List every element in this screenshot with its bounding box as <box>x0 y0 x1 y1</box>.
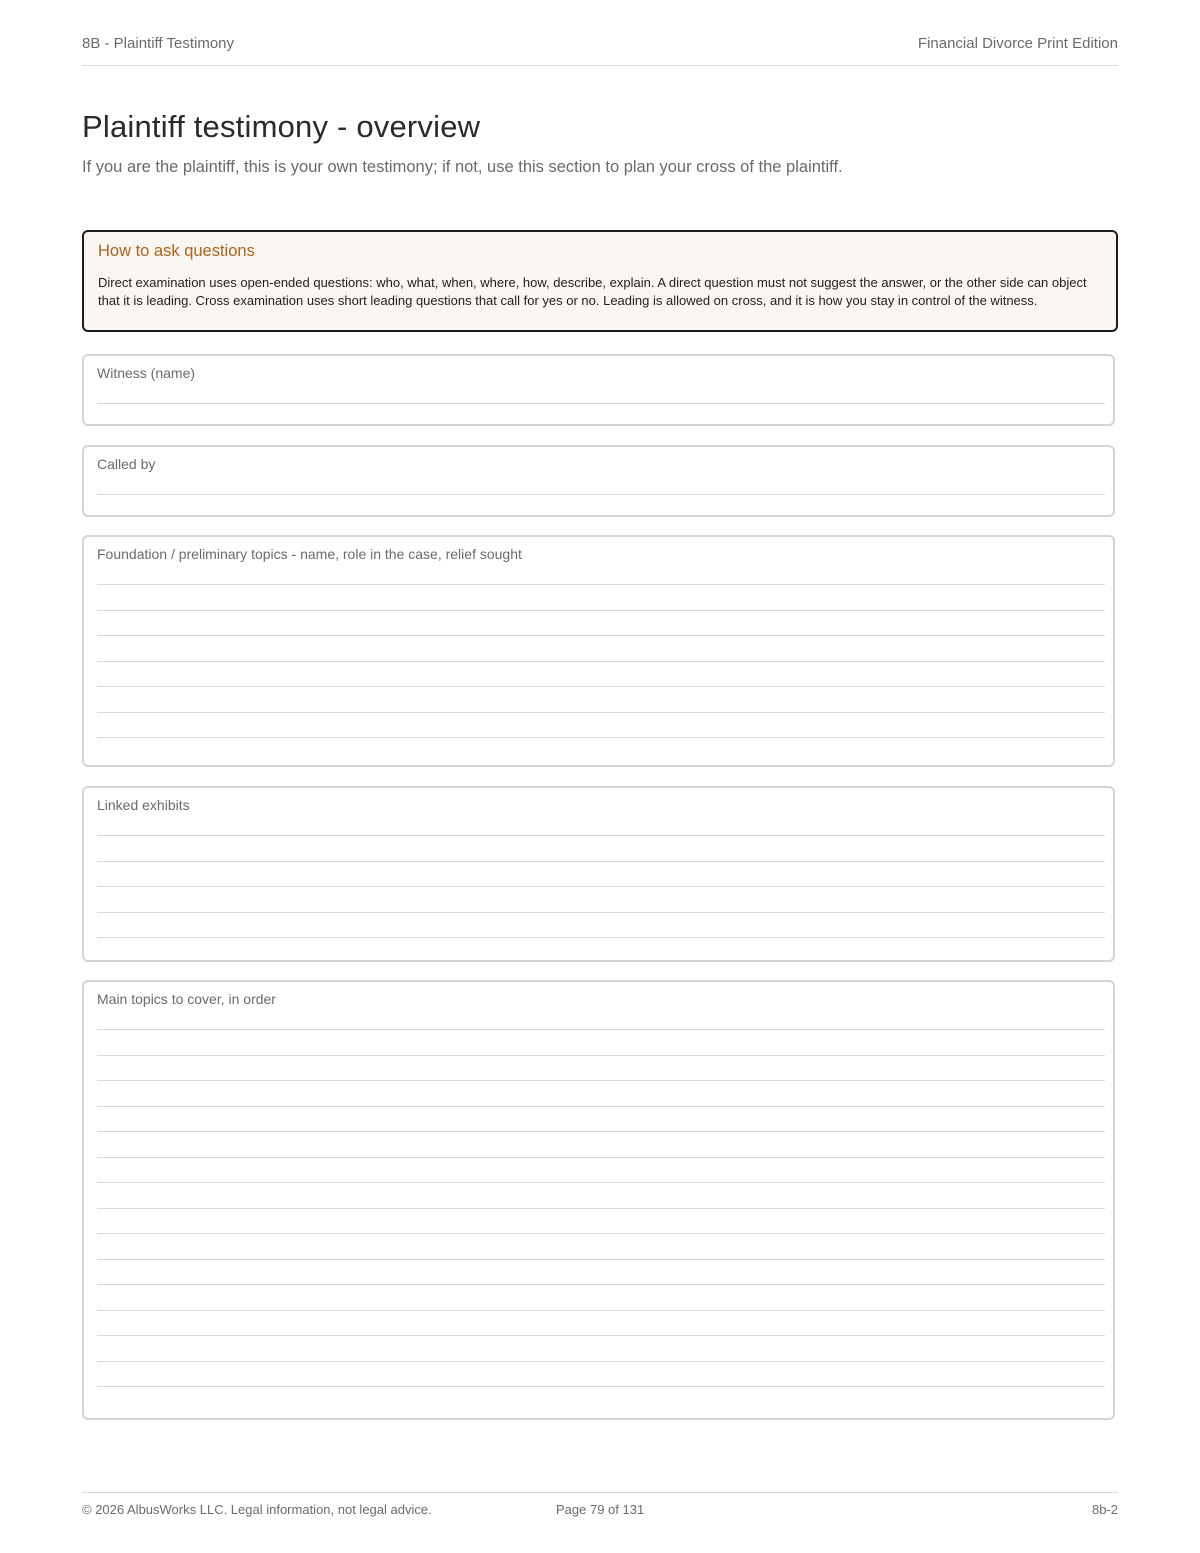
page-title: Plaintiff testimony - overview <box>82 109 481 144</box>
called-by-field[interactable] <box>82 445 1115 517</box>
writing-line <box>97 1284 1105 1285</box>
writing-line <box>97 1029 1105 1030</box>
writing-line <box>97 861 1105 862</box>
writing-line <box>97 1208 1105 1209</box>
field-label: Main topics to cover, in order <box>97 991 276 1007</box>
callout-body: Direct examination uses open-ended questions: who, what, when, where, how, describe, explain. A direct question must not suggest the answer, or the other side can object that it is leading. Cross examination uses short leading questions that call for yes or no. Leading is allowed on cross, and it is how you stay in control of the witness. <box>98 275 1087 308</box>
writing-line <box>97 1233 1105 1234</box>
writing-line <box>97 661 1105 662</box>
main-topics-field[interactable] <box>82 980 1115 1420</box>
field-label: Called by <box>97 456 156 472</box>
writing-line <box>97 712 1105 713</box>
writing-line <box>97 584 1105 585</box>
writing-line <box>97 403 1105 404</box>
writing-line <box>97 494 1105 495</box>
copyright-notice: © 2026 AlbusWorks LLC. Legal information, not legal advice. <box>82 1502 432 1517</box>
writing-line <box>97 1259 1105 1260</box>
foundation-topics-field[interactable] <box>82 535 1115 767</box>
edition-label: Financial Divorce Print Edition <box>917 35 1118 52</box>
writing-line <box>97 1080 1105 1081</box>
writing-line <box>97 835 1105 836</box>
writing-line <box>97 1335 1105 1336</box>
field-label: Linked exhibits <box>97 797 190 813</box>
writing-line <box>97 1106 1105 1107</box>
writing-line <box>97 912 1105 913</box>
how-to-ask-callout <box>82 230 1118 332</box>
writing-line <box>97 937 1105 938</box>
witness-name-field[interactable] <box>82 354 1115 426</box>
writing-line <box>97 635 1105 636</box>
writing-line <box>97 686 1105 687</box>
page-number: Page 79 of 131 <box>556 1502 645 1517</box>
writing-line <box>97 1055 1105 1056</box>
writing-line <box>97 610 1105 611</box>
linked-exhibits-field[interactable] <box>82 786 1115 962</box>
writing-line <box>97 1182 1105 1183</box>
callout-title: How to ask questions <box>98 242 255 260</box>
field-label: Witness (name) <box>97 365 196 381</box>
page-footer <box>82 1492 1118 1517</box>
writing-line <box>97 1157 1105 1158</box>
writing-line <box>97 1131 1105 1132</box>
field-label: Foundation / preliminary topics - name, role in the case, relief sought <box>97 546 522 562</box>
page-subtitle: If you are the plaintiff, this is your own testimony; if not, use this section to plan your cross of the plaintiff. <box>82 158 843 176</box>
page-code: 8b-2 <box>1091 1502 1118 1517</box>
writing-line <box>97 1361 1105 1362</box>
running-header <box>82 33 1118 66</box>
writing-line <box>97 737 1105 738</box>
section-label: 8B - Plaintiff Testimony <box>82 35 235 52</box>
writing-line <box>97 886 1105 887</box>
writing-line <box>97 1386 1105 1387</box>
writing-line <box>97 1310 1105 1311</box>
